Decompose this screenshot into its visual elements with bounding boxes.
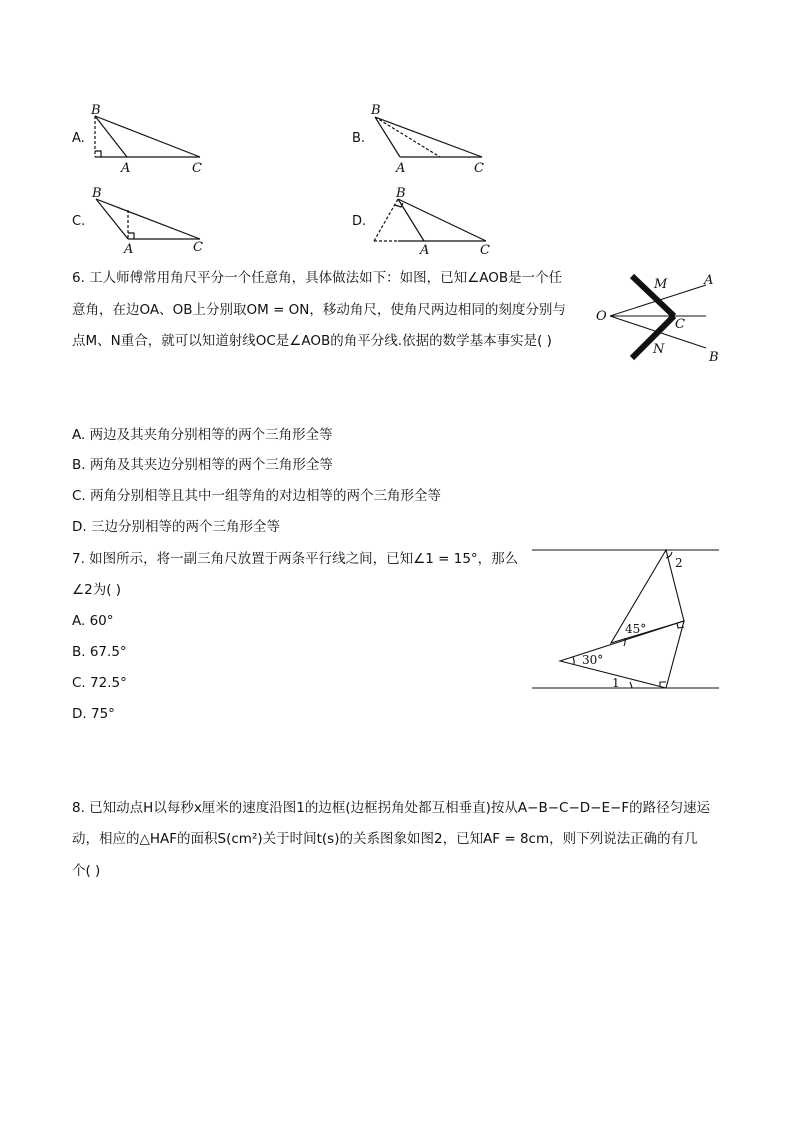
option-c-label: C. [72,214,86,229]
opt-d-vertex-a: A [420,243,430,258]
opt-d-vertex-b: B [396,186,406,201]
q7-text-line2: ∠2为( ) [72,582,122,598]
q8-text-line1: 8. 已知动点H以每秒x厘米的速度沿图1的边框(边框拐角处都互相垂直)按从A−B−C−D−E−F的路径匀速运 [72,800,711,816]
q7-label-angle2: 2 [675,556,683,570]
q7-text-line1: 7. 如图所示，将一副三角尺放置于两条平行线之间，已知∠1 = 15°，那么 [72,551,519,567]
q6-option-c[interactable]: C. 两角分别相等且其中一组等角的对边相等的两个三角形全等 [72,488,442,504]
opt-b-vertex-a: A [396,161,406,176]
q7-label-angle1: 1 [612,676,620,690]
opt-d-vertex-c: C [480,243,490,258]
q7-triangle-30 [560,621,684,688]
q6-label-m: M [654,277,668,292]
q6-label-n: N [653,342,665,357]
q6-option-a[interactable]: A. 两边及其夹角分别相等的两个三角形全等 [72,427,333,443]
opt-b-vertex-b: B [371,103,381,118]
option-d-label: D. [352,214,367,229]
opt-c-vertex-b: B [92,186,102,201]
q7-label-45: 45° [625,622,647,636]
q6-option-d[interactable]: D. 三边分别相等的两个三角形全等 [72,519,280,535]
opt-c-vertex-c: C [193,240,203,255]
q6-text-line2: 意角，在边OA、OB上分别取OM = ON，移动角尺，使角尺两边相同的刻度分别与 [72,302,566,318]
opt-a-vertex-c: C [192,161,202,176]
q6-label-c: C [675,317,685,332]
opt-a-vertex-b: B [91,103,101,118]
opt-c-vertex-a: A [124,242,134,257]
q8-text-line3: 个( ) [72,863,101,879]
q7-triangle-45 [611,550,684,643]
option-a-label: A. [72,131,85,146]
q7-option-b[interactable]: B. 67.5° [72,644,127,660]
q6-option-b[interactable]: B. 两角及其夹边分别相等的两个三角形全等 [72,457,333,473]
option-b-label: B. [352,131,366,146]
opt-b-vertex-c: C [474,161,484,176]
q6-label-a: A [704,273,714,288]
q6-label-b: B [709,350,719,365]
q6-text-line3: 点M、N重合，就可以知道射线OC是∠AOB的角平分线.依据的数学基本事实是( ) [72,333,552,349]
opt-a-vertex-a: A [121,161,131,176]
q6-label-o: O [596,309,607,324]
q8-text-line2: 动，相应的△HAF的面积S(cm²)关于时间t(s)的关系图象如图2，已知AF = 8cm，则下列说法正确的有几 [72,831,698,847]
q7-option-d[interactable]: D. 75° [72,706,115,722]
q7-option-c[interactable]: C. 72.5° [72,675,127,691]
q7-option-a[interactable]: A. 60° [72,613,114,629]
q6-text-line1: 6. 工人师傅常用角尺平分一个任意角，具体做法如下：如图，已知∠AOB是一个任 [72,270,563,286]
q7-label-30: 30° [582,653,604,667]
